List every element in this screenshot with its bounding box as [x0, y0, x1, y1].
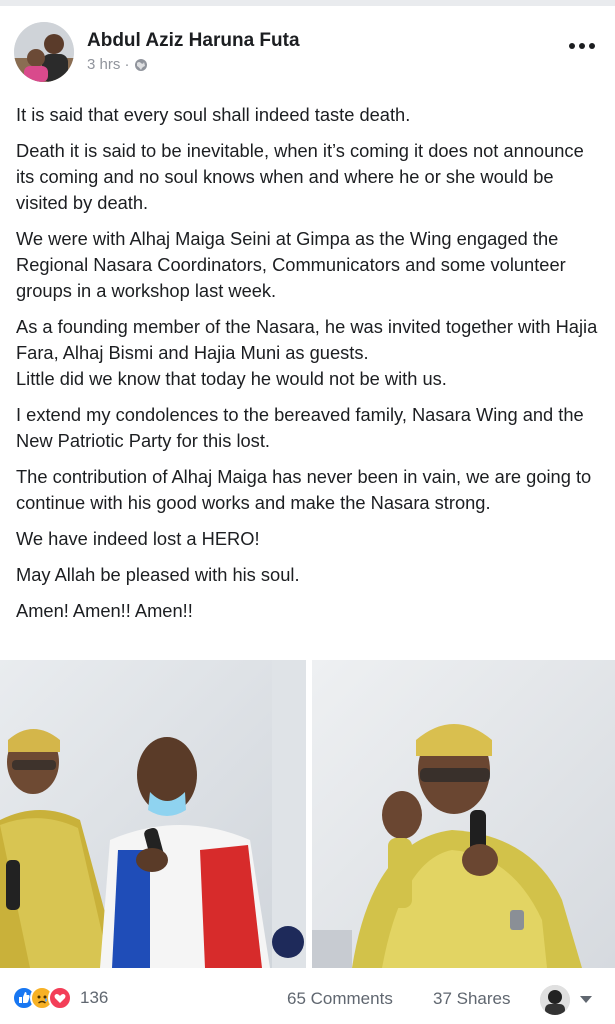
author-name[interactable]: Abdul Aziz Haruna Futa	[87, 30, 300, 51]
shares-link[interactable]: 37 Shares	[433, 989, 511, 1008]
post-paragraph: We were with Alhaj Maiga Seini at Gimpa as the Wing engaged the Regional Nasara Coordinators, Communicators and some volunteer groups in a workshop last week.	[16, 228, 566, 301]
post-body	[16, 102, 606, 634]
post-paragraph: The contribution of Alhaj Maiga has never been in vain, we are going to continue with his good works and make the Nasara strong.	[16, 466, 592, 513]
post-paragraph: I extend my condolences to the bereaved family, Nasara Wing and the New Patriotic Party for this lost.	[16, 404, 584, 451]
post-paragraph: Little did we know that today he would not be with us.	[16, 368, 447, 389]
love-icon	[48, 986, 72, 1010]
post-paragraph: We have indeed lost a HERO!	[16, 528, 260, 549]
more-dot-icon	[579, 43, 585, 49]
more-options-button[interactable]	[567, 36, 597, 56]
post-time[interactable]: 3 hrs ·	[87, 56, 130, 73]
viewer-avatar[interactable]	[540, 985, 570, 1015]
post-meta	[87, 56, 148, 73]
post-photo-2[interactable]	[312, 660, 615, 968]
post-photos	[0, 660, 615, 968]
globe-icon	[134, 58, 148, 72]
top-strip	[0, 0, 615, 6]
comments-link[interactable]: 65 Comments	[287, 989, 393, 1008]
post-photo-1[interactable]	[0, 660, 306, 968]
reactions-summary[interactable]	[12, 986, 108, 1010]
post-paragraph: As a founding member of the Nasara, he was invited together with Hajia Fara, Alhaj Bismi and Hajia Muni as guests.	[16, 316, 598, 363]
more-dot-icon	[589, 43, 595, 49]
post-header	[0, 14, 615, 84]
reaction-count: 136	[80, 988, 109, 1007]
post-paragraph: It is said that every soul shall indeed taste death.	[16, 104, 411, 125]
author-avatar[interactable]	[14, 22, 74, 82]
chevron-down-icon[interactable]	[580, 996, 592, 1003]
post-paragraph: Death it is said to be inevitable, when it’s coming it does not announce its coming and no soul knows when and where he or she would be visited by death.	[16, 140, 584, 213]
post-paragraph: Amen! Amen!! Amen!!	[16, 600, 193, 621]
post-footer	[0, 978, 615, 1022]
post-paragraph: May Allah be pleased with his soul.	[16, 564, 300, 585]
more-dot-icon	[569, 43, 575, 49]
